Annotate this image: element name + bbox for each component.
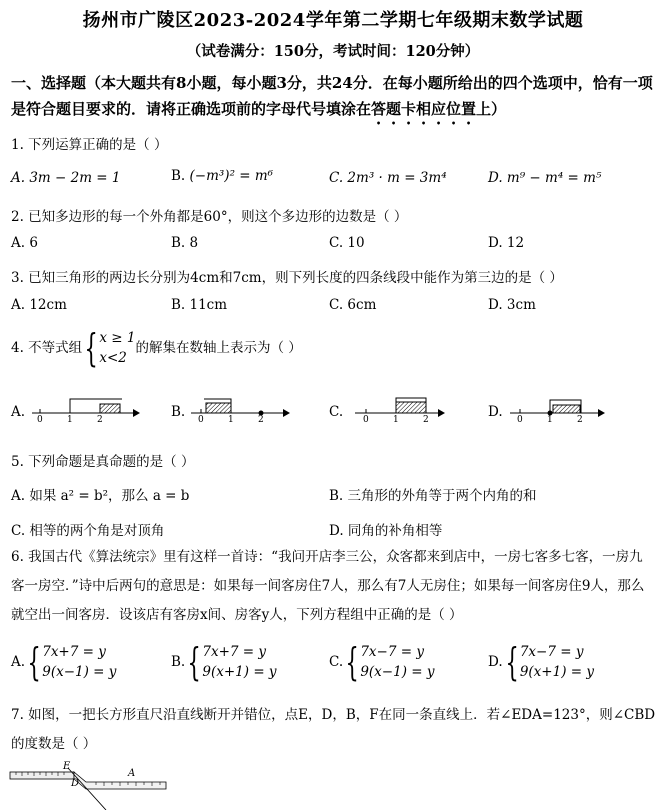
q5-option-b[interactable]: B. 三角形的外角等于两个内角的和 (329, 488, 537, 504)
q4-option-b[interactable]: B. (171, 404, 186, 420)
q3-option-d[interactable]: D. 3cm (488, 297, 536, 313)
section-intro-end: 上） (476, 100, 507, 118)
q6-a-eq1: 7x+7 = y (42, 644, 106, 660)
q6-c-eq1: 7x−7 = y (360, 644, 424, 660)
q6-b-label: B. (171, 654, 186, 670)
section-intro: 一、选择题（本大题共有8小题，每小题3分，共24分．在每小题所给出的四个选项中，恰有一项是符合题目要求的．请将正确选项前的字母代号填涂在 (11, 74, 653, 118)
q4-d-tick-1: 1 (547, 415, 553, 425)
q1-option-b[interactable] (171, 168, 273, 184)
q7-label-d: D (71, 778, 80, 789)
q4-stem-post: 的解集在数轴上表示为（ ） (135, 340, 302, 356)
q6-c-eq2: 9(x−1) = y (360, 664, 435, 680)
q4-b-number-line (191, 399, 290, 417)
section-intro-emphasis: 答题卡相应位置 (371, 100, 477, 118)
q3-option-c[interactable]: C. 6cm (329, 297, 377, 313)
q4-ineq-2: x<2 (99, 350, 127, 366)
q4-inequality-system (99, 328, 135, 368)
question-3-stem: 3. 已知三角形的两边长分别为4cm和7cm，则下列长度的四条线段中能作为第三边的是（ ） (11, 270, 563, 286)
q4-ineq-1: x ≥ 1 (99, 330, 136, 346)
q6-d-eq2: 9(x+1) = y (519, 664, 594, 680)
q2-option-c[interactable]: C. 10 (329, 235, 365, 251)
question-7-stem: 7. 如图，一把长方形直尺沿直线断开并错位，点E，D，B，F在同一条直线上．若∠EDA=123°，则∠CBD的度数是（ ） (11, 707, 656, 752)
q1-option-b-label: B. (171, 168, 186, 184)
q4-option-d[interactable]: D. (488, 404, 503, 420)
q3-option-a[interactable]: A. 12cm (11, 297, 67, 313)
q2-option-d[interactable]: D. 12 (488, 235, 525, 251)
q1-option-b-expr: (−m³)² = m⁶ (189, 168, 274, 184)
q6-d-eq1: 7x−7 = y (519, 644, 584, 660)
q1-option-c[interactable]: C. 2m³ · m = 3m⁴ (329, 170, 447, 186)
q6-option-c[interactable]: C.{ 7x−7 = y 9(x−1) = y (329, 640, 435, 684)
q6-option-d[interactable]: D.{ 7x−7 = y 9(x+1) = y (488, 640, 594, 684)
q4-a-tick-1: 1 (67, 415, 73, 425)
q6-d-label: D. (488, 654, 503, 670)
q7-label-e: E (63, 761, 71, 772)
q4-a-tick-2: 2 (97, 415, 103, 425)
q4-option-c[interactable]: C. (329, 404, 344, 420)
q6-a-label: A. (11, 654, 26, 670)
q5-option-c[interactable]: C. 相等的两个角是对顶角 (11, 523, 165, 539)
q7-label-a: A (128, 768, 136, 779)
q5-option-d[interactable]: D. 同角的补角相等 (329, 523, 443, 539)
q3-option-b[interactable]: B. 11cm (171, 297, 228, 313)
q5-option-a[interactable]: A. 如果 a² = b²，那么 a = b (11, 488, 190, 504)
q6-b-eq1: 7x+7 = y (202, 644, 267, 660)
question-2-stem: 2. 已知多边形的每一个外角都是60°，则这个多边形的边数是（ ） (11, 209, 408, 225)
q6-b-eq2: 9(x+1) = y (202, 664, 277, 680)
exam-subtitle: （试卷满分：150分，考试时间：120分钟） (186, 43, 480, 60)
q4-b-tick-2: 2 (258, 415, 264, 425)
question-1-stem: 1. 下列运算正确的是（ ） (11, 137, 168, 153)
q4-d-tick-0: 0 (517, 415, 523, 425)
question-6-stem: 6. 我国古代《算法统宗》里有这样一首诗：“我问开店李三公，众客都来到店中，一房七客多七客，一房九客一房空．”诗中后两句的意思是：如果每一间客房住7人，那么有7人无房住；如果每一间客房住9人，那么就空出一间客房．设该店有客房x间、房客y人，下列方程组中正确的是（ ） (11, 549, 645, 623)
q4-b-tick-1: 1 (228, 415, 234, 425)
q4-c-tick-2: 2 (423, 415, 429, 425)
q2-option-a[interactable]: A. 6 (11, 235, 38, 251)
question-4-stem: 4. 不等式组{ x ≥ 1 x<2 的解集在数轴上表示为（ ） (11, 326, 302, 370)
q4-c-tick-1: 1 (393, 415, 399, 425)
q6-option-a[interactable]: A.{ 7x+7 = y 9(x−1) = y (11, 640, 117, 684)
q4-b-tick-0: 0 (198, 415, 204, 425)
q2-option-b[interactable]: B. 8 (171, 235, 199, 251)
q6-a-eq2: 9(x−1) = y (42, 664, 117, 680)
q1-option-a[interactable]: A. 3m − 2m = 1 (11, 170, 121, 186)
q6-option-b[interactable]: B.{ 7x+7 = y 9(x+1) = y (171, 640, 277, 684)
q4-d-tick-2: 2 (577, 415, 583, 425)
q4-c-tick-0: 0 (363, 415, 369, 425)
exam-title: 扬州市广陵区2023-2024学年第二学期七年级期末数学试题 (82, 10, 584, 31)
q6-c-label: C. (329, 654, 344, 670)
q4-a-number-line (32, 399, 140, 417)
q1-option-d[interactable]: D. m⁹ − m⁴ = m⁵ (488, 170, 602, 186)
question-5-stem: 5. 下列命题是真命题的是（ ） (11, 454, 195, 470)
section-instructions (11, 70, 659, 128)
q4-stem-pre: 4. 不等式组 (11, 340, 83, 356)
q4-d-number-line (510, 400, 605, 417)
q4-option-a[interactable]: A. (11, 404, 26, 420)
q4-a-tick-0: 0 (37, 415, 43, 425)
q7-ruler-figure (8, 762, 168, 810)
